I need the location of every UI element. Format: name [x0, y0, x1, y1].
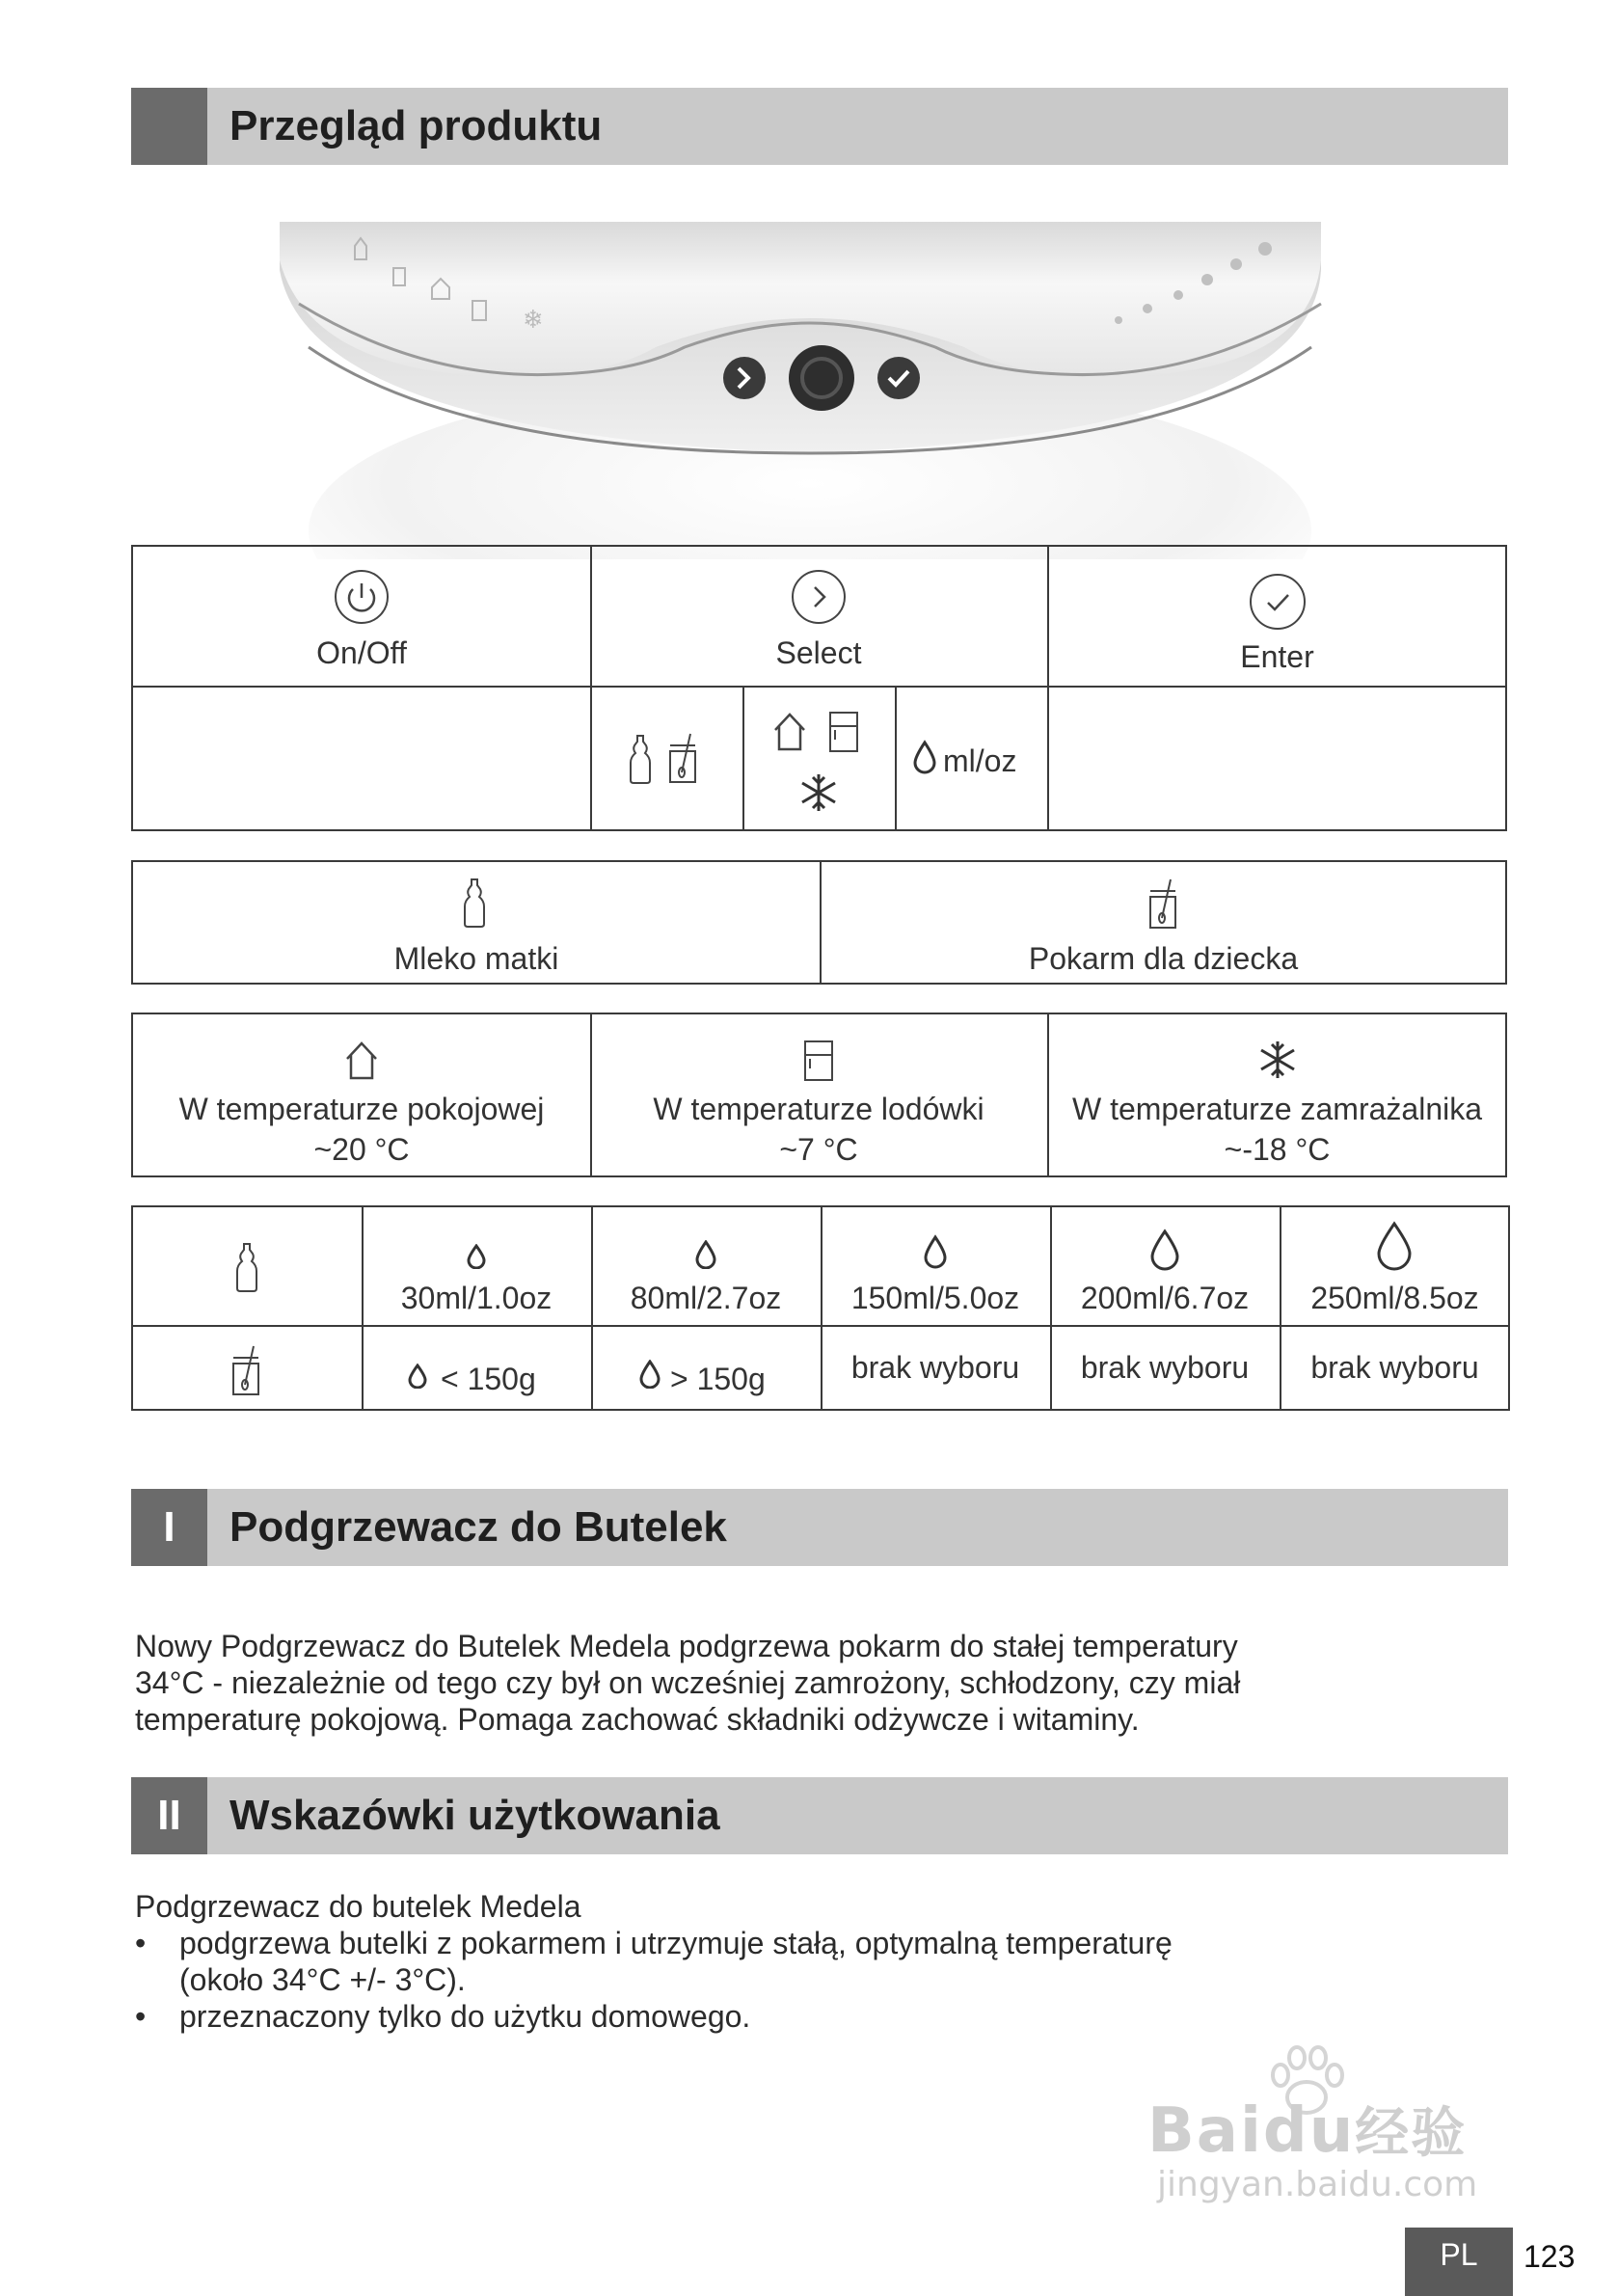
power-icon: [333, 568, 391, 626]
bullet-item: [135, 1925, 1504, 1998]
milk-volume-cell: [821, 1207, 1050, 1325]
chevron-right-icon: [790, 568, 848, 626]
select-label: Select: [775, 635, 862, 670]
food-amount-label: brak wyboru: [1310, 1350, 1479, 1385]
room-temp-label: W temperaturze pokojowej: [178, 1092, 545, 1126]
room-temp-value: ~20 °C: [313, 1132, 410, 1167]
food-amount-cell: [591, 1327, 821, 1411]
fridge-icon: [802, 1040, 835, 1082]
checkmark-icon: [1248, 572, 1308, 632]
bottle-icon: [461, 876, 488, 930]
section-marker: [131, 88, 207, 165]
temperature-table: [131, 1013, 1507, 1177]
food-row-header: [133, 1327, 362, 1411]
section-header-1: [131, 1489, 1508, 1566]
section-title: Wskazówki użytkowania: [229, 1792, 720, 1839]
snowflake-icon: [1257, 1040, 1298, 1080]
milk-volume-label: 200ml/6.7oz: [1080, 1281, 1250, 1315]
bullet-line: przeznaczony tylko do użytku domowego.: [179, 1999, 751, 2034]
select-cell: [590, 547, 1047, 686]
drop-icon: [1149, 1229, 1180, 1271]
food-amount-label: brak wyboru: [1080, 1350, 1250, 1385]
house-icon: [771, 711, 808, 751]
bullet-line: podgrzewa butelki z pokarmem i utrzymuje stałą, optymalną temperaturę: [179, 1926, 1173, 1960]
section-number: I: [131, 1489, 207, 1566]
freezer-temp-cell: [1047, 1014, 1507, 1177]
milk-volume-label: 80ml/2.7oz: [630, 1281, 782, 1315]
freezer-temp-label: W temperaturze zamrażalnika: [1071, 1092, 1483, 1126]
drop-icon: [1376, 1221, 1413, 1271]
breast-milk-label: Mleko matki: [393, 941, 559, 976]
food-amount-cell: [821, 1327, 1050, 1411]
drop-icon: [467, 1244, 486, 1269]
bottle-icon: [627, 732, 654, 786]
jar-icon: [1147, 876, 1180, 932]
watermark-brand: Bai: [1147, 2095, 1263, 2167]
milk-volume-cell: [1050, 1207, 1280, 1325]
volume-unit-cell: [895, 686, 1047, 831]
breast-milk-cell: [133, 862, 820, 985]
ml-oz-label: ml/oz: [943, 743, 1017, 778]
fridge-temp-label: W temperaturze lodówki: [653, 1092, 984, 1126]
watermark-cn: 经验: [1355, 2102, 1468, 2165]
text-line: temperaturę pokojową. Pomaga zachować składniki odżywcze i witaminy.: [135, 1702, 1140, 1737]
food-type-icons-cell: [590, 686, 742, 831]
volume-table: [131, 1205, 1510, 1411]
watermark-brand2: du: [1262, 2095, 1356, 2167]
food-amount-cell: [1280, 1327, 1510, 1411]
baby-food-cell: [820, 862, 1507, 985]
drop-icon: [408, 1364, 427, 1389]
room-temp-cell: [133, 1014, 590, 1177]
milk-volume-cell: [591, 1207, 821, 1325]
watermark-url: jingyan.baidu.com: [1157, 2165, 1478, 2204]
text-line: 34°C - niezależnie od tego czy był on wcześniej zamrożony, schłodzony, czy miał: [135, 1665, 1241, 1700]
baby-food-label: Pokarm dla dziecka: [1028, 941, 1299, 976]
enter-label: Enter: [1240, 639, 1314, 674]
page-number: 123: [1524, 2239, 1576, 2274]
food-amount-cell: [1050, 1327, 1280, 1411]
food-amount-label: > 150g: [670, 1362, 766, 1396]
section-title: Podgrzewacz do Butelek: [229, 1503, 727, 1551]
fridge-icon: [827, 711, 860, 753]
section-title: Przegląd produktu: [229, 102, 603, 149]
section-1-text: [135, 1628, 1504, 1738]
jar-icon: [230, 1342, 263, 1398]
food-amount-cell: [362, 1327, 591, 1411]
jar-icon: [667, 730, 700, 786]
drop-icon: [639, 1360, 661, 1389]
on-off-label: On/Off: [316, 635, 407, 670]
device-illustration: [270, 212, 1350, 559]
drop-icon: [923, 1234, 948, 1269]
text-line: Nowy Podgrzewacz do Butelek Medela podgrzewa pokarm do stałej temperatury: [135, 1629, 1238, 1663]
language-tab: PL: [1405, 2228, 1513, 2296]
intro-line: Podgrzewacz do butelek Medela: [135, 1889, 581, 1924]
bullet-icon: •: [135, 1926, 147, 1960]
house-icon: [343, 1040, 380, 1080]
milk-volume-label: 30ml/1.0oz: [400, 1281, 553, 1315]
svg-text:❄: ❄: [523, 306, 544, 335]
section-2-text: [135, 1888, 1504, 2035]
food-type-table: [131, 860, 1507, 985]
snowflake-icon: [798, 772, 839, 813]
section-header-overview: [131, 88, 1508, 165]
fridge-temp-cell: [590, 1014, 1047, 1177]
drop-icon: [695, 1240, 716, 1269]
bullet-item: [135, 1998, 1504, 2035]
bullet-icon: •: [135, 1999, 147, 2034]
milk-volume-label: 250ml/8.5oz: [1310, 1281, 1479, 1315]
milk-volume-cell: [1280, 1207, 1510, 1325]
section-header-2: [131, 1777, 1508, 1854]
fridge-temp-value: ~7 °C: [779, 1132, 858, 1167]
food-amount-label: brak wyboru: [850, 1350, 1020, 1385]
bottle-icon: [233, 1240, 260, 1294]
on-off-cell: [133, 547, 590, 686]
section-number: II: [131, 1777, 207, 1854]
milk-volume-cell: [362, 1207, 591, 1325]
bullet-line: (około 34°C +/- 3°C).: [179, 1962, 466, 1997]
freezer-temp-value: ~-18 °C: [1224, 1132, 1331, 1167]
drop-icon: [912, 740, 937, 774]
food-amount-label: < 150g: [441, 1362, 536, 1396]
controls-table: [131, 545, 1507, 831]
milk-volume-label: 150ml/5.0oz: [850, 1281, 1020, 1315]
milk-row-header: [133, 1207, 362, 1325]
temp-icons-cell: [742, 686, 895, 831]
enter-cell: [1047, 547, 1507, 686]
watermark: [1147, 2044, 1552, 2208]
